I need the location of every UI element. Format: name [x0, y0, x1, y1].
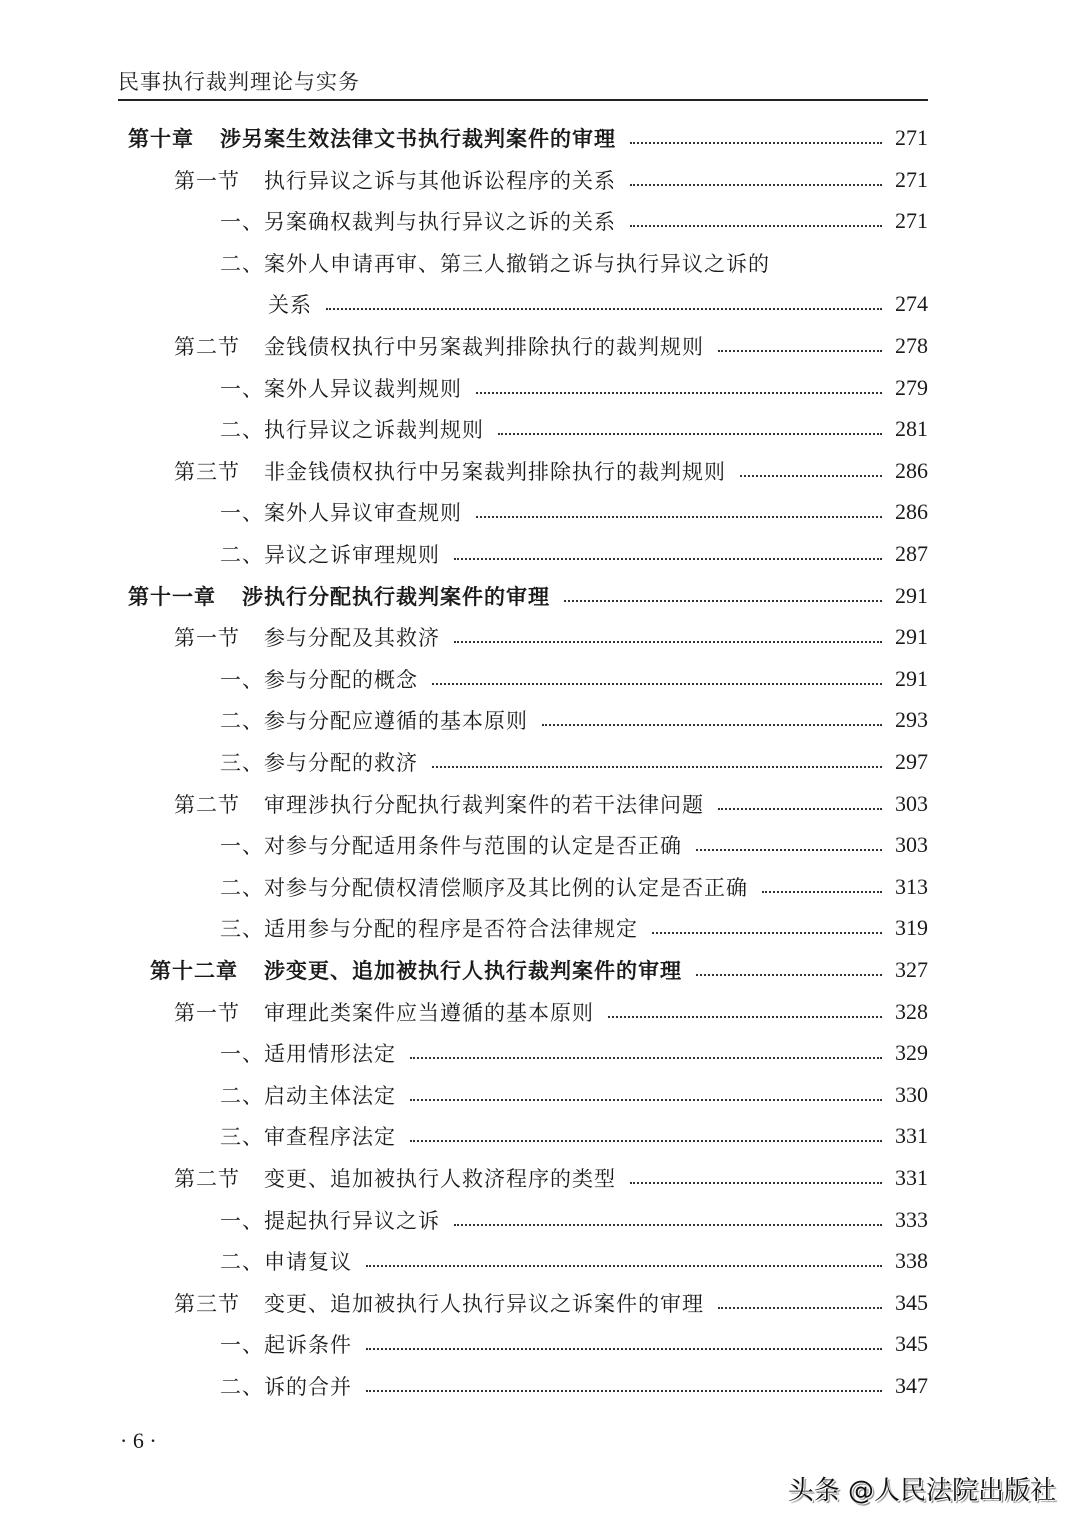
toc-entry-title: 二、诉的合并	[220, 1375, 352, 1399]
toc-entry-title: 关系	[268, 293, 312, 318]
toc-entry-page: 338	[895, 1248, 928, 1274]
dot-leader	[718, 1307, 882, 1309]
dot-leader	[498, 433, 882, 435]
dot-leader	[432, 683, 882, 685]
toc-entry-title: 三、适用参与分配的程序是否符合法律规定	[220, 917, 638, 942]
dot-leader	[542, 724, 882, 726]
toc-entry-item[interactable]	[220, 534, 928, 574]
toc-entry-item[interactable]	[220, 243, 820, 283]
toc-entry-title: 二、申请复议	[220, 1250, 352, 1275]
toc-entry-page: 279	[895, 374, 928, 400]
toc-entry-number: 第二节	[174, 335, 240, 359]
toc-entry-number: 第三节	[174, 459, 240, 484]
toc-entry-item[interactable]	[220, 1116, 928, 1156]
toc-entry-label	[220, 414, 498, 444]
toc-entry-label	[150, 955, 696, 985]
toc-entry-label	[220, 373, 476, 403]
toc-entry-item[interactable]	[220, 368, 928, 408]
toc-entry-title: 二、执行异议之诉裁判规则	[220, 418, 484, 443]
toc-entry-page: 303	[895, 790, 928, 816]
toc-entry-page: 291	[895, 624, 928, 650]
toc-entry-label	[174, 1288, 718, 1318]
toc-entry-title: 一、起诉条件	[220, 1333, 352, 1358]
toc-entry-label	[220, 206, 630, 236]
toc-entry-item[interactable]	[220, 867, 928, 907]
toc-entry-title: 一、另案确权裁判与执行异议之诉的关系	[220, 210, 616, 235]
toc-entry-label	[220, 747, 432, 777]
toc-entry-page: 271	[895, 208, 928, 234]
toc-entry-page: 271	[895, 166, 928, 192]
dot-leader	[630, 142, 882, 144]
toc-entry-label	[174, 1163, 630, 1193]
dot-leader	[454, 1224, 882, 1226]
toc-entry-title: 金钱债权执行中另案裁判排除执行的裁判规则	[264, 335, 704, 359]
toc-entry-item[interactable]	[220, 201, 928, 241]
toc-entry-chapter[interactable]	[150, 950, 928, 990]
toc-entry-page: 303	[895, 832, 928, 858]
toc-entry-page: 274	[895, 291, 928, 317]
toc-entry-label	[220, 1246, 366, 1276]
toc-entry-page: 345	[895, 1289, 928, 1315]
toc-entry-title: 二、参与分配应遵循的基本原则	[220, 709, 528, 734]
toc-entry-number: 第十章	[128, 127, 194, 151]
page-number: · 6 ·	[120, 1428, 157, 1453]
toc-entry-number: 第十一章	[128, 584, 216, 609]
dot-leader	[696, 974, 882, 976]
dot-leader	[718, 350, 882, 352]
toc-entry-page: 286	[895, 457, 928, 483]
toc-entry-title: 审理涉执行分配执行裁判案件的若干法律问题	[264, 792, 704, 817]
toc-entry-chapter[interactable]	[128, 576, 928, 616]
toc-entry-item[interactable]	[220, 1033, 928, 1073]
dot-leader	[410, 1099, 882, 1101]
dot-leader	[630, 1182, 882, 1184]
dot-leader	[564, 600, 882, 602]
toc-entry-page: 329	[895, 1040, 928, 1066]
toc-entry-page: 330	[895, 1081, 928, 1107]
dot-leader	[476, 516, 882, 518]
toc-entry-item[interactable]	[220, 1241, 928, 1281]
toc-entry-item[interactable]	[220, 908, 928, 948]
toc-entry-section[interactable]	[174, 160, 928, 200]
dot-leader	[410, 1057, 882, 1059]
toc-entry-title: 二、异议之诉审理规则	[220, 543, 440, 567]
toc-entry-section[interactable]	[174, 617, 928, 657]
toc-entry-label	[174, 456, 740, 486]
toc-entry-label	[174, 997, 608, 1027]
dot-leader	[696, 849, 882, 851]
toc-entry-chapter[interactable]	[128, 118, 928, 158]
dot-leader	[366, 1348, 882, 1350]
toc-entry-number: 第十二章	[150, 959, 238, 983]
dot-leader	[410, 1140, 882, 1142]
dot-leader	[762, 891, 882, 893]
dot-leader	[652, 932, 882, 934]
toc-entry-label	[220, 1080, 410, 1110]
dot-leader	[366, 1390, 882, 1392]
toc-entry-label	[174, 331, 718, 361]
toc-entry-title: 一、案外人异议裁判规则	[220, 376, 462, 401]
toc-entry-label	[174, 165, 630, 195]
toc-entry-title: 二、对参与分配债权清偿顺序及其比例的认定是否正确	[220, 875, 748, 900]
toc-entry-page: 333	[895, 1206, 928, 1232]
toc-entry-section[interactable]	[174, 326, 928, 366]
toc-entry-label	[220, 248, 784, 278]
toc-entry-label	[174, 622, 454, 652]
toc-entry-item[interactable]	[220, 492, 928, 532]
dot-leader	[366, 1265, 882, 1267]
toc-entry-label	[220, 1371, 366, 1401]
toc-entry-label	[220, 1121, 410, 1151]
toc-entry-page: 345	[895, 1331, 928, 1357]
toc-entry-section[interactable]	[174, 1283, 928, 1323]
toc-entry-title: 非金钱债权执行中另案裁判排除执行的裁判规则	[264, 459, 726, 484]
toc-entry-title: 执行异议之诉与其他诉讼程序的关系	[264, 168, 616, 193]
toc-entry-title: 二、启动主体法定	[220, 1083, 396, 1108]
toc-entry-title: 变更、追加被执行人执行异议之诉案件的审理	[264, 1291, 704, 1316]
toc-entry-title: 涉执行分配执行裁判案件的审理	[242, 584, 550, 609]
toc-entry-number: 第一节	[174, 1000, 240, 1025]
toc-entry-number: 第二节	[174, 792, 240, 817]
toc-entry-label	[220, 1038, 410, 1068]
toc-entry-item[interactable]	[220, 1324, 928, 1364]
dot-leader	[608, 1016, 882, 1018]
toc-entry-title: 一、参与分配的概念	[220, 667, 418, 692]
toc-entry-label	[220, 705, 542, 735]
toc-entry-page: 327	[895, 957, 928, 982]
toc-entry-page: 331	[895, 1165, 928, 1190]
dot-leader	[630, 184, 882, 186]
toc-entry-item[interactable]	[220, 1366, 928, 1406]
toc-entry-label	[220, 830, 696, 860]
toc-entry-title: 变更、追加被执行人救济程序的类型	[264, 1167, 616, 1191]
toc-entry-title: 一、适用情形法定	[220, 1042, 396, 1067]
header-rule	[118, 99, 928, 101]
dot-leader	[454, 641, 882, 643]
toc-entry-section[interactable]	[174, 992, 928, 1032]
toc-entry-page: 271	[895, 125, 928, 150]
toc-entry-item[interactable]	[220, 700, 928, 740]
toc-entry-title: 一、提起执行异议之诉	[220, 1208, 440, 1233]
toc-entry-number: 第一节	[174, 168, 240, 193]
toc-entry-label	[220, 497, 476, 527]
dot-leader	[432, 766, 882, 768]
toc-entry-title: 二、案外人申请再审、第三人撤销之诉与执行异议之诉的	[220, 251, 770, 276]
toc-entry-number: 第三节	[174, 1291, 240, 1316]
toc-entry-label	[220, 872, 762, 902]
toc-entry-number: 第一节	[174, 626, 240, 651]
toc-entry-page: 328	[895, 998, 928, 1024]
toc-entry-title: 一、对参与分配适用条件与范围的认定是否正确	[220, 834, 682, 859]
toc-entry-label	[220, 1329, 366, 1359]
toc-entry-page: 297	[895, 749, 928, 774]
toc-entry-item[interactable]	[220, 825, 928, 865]
toc-entry-title: 涉另案生效法律文书执行裁判案件的审理	[220, 127, 616, 151]
toc-entry-title: 涉变更、追加被执行人执行裁判案件的审理	[264, 959, 682, 983]
toc-entry-section[interactable]	[174, 784, 928, 824]
dot-leader	[476, 392, 882, 394]
toc-entry-title: 三、参与分配的救济	[220, 751, 418, 775]
toc-entry-page: 278	[895, 333, 928, 358]
toc-entry-label	[220, 664, 432, 694]
toc-entry-label	[128, 581, 564, 611]
dot-leader	[718, 808, 882, 810]
toc-entry-item[interactable]	[220, 742, 928, 782]
toc-entry-item[interactable]	[220, 1200, 928, 1240]
toc-entry-label	[220, 1205, 454, 1235]
toc-entry-number: 第二节	[174, 1167, 240, 1191]
toc-entry-page: 293	[895, 707, 928, 733]
toc-entry-page: 291	[895, 665, 928, 691]
dot-leader	[740, 475, 882, 477]
toc-entry-item[interactable]	[220, 1075, 928, 1115]
toc-entry-label	[174, 789, 718, 819]
toc-entry-label	[268, 289, 326, 319]
dot-leader	[454, 558, 882, 560]
toc-entry-page: 286	[895, 499, 928, 525]
toc-entry-title: 参与分配及其救济	[264, 626, 440, 651]
toc-entry-page: 319	[895, 915, 928, 941]
toc-entry-page: 281	[895, 416, 928, 442]
toc-entry-title: 一、案外人异议审查规则	[220, 501, 462, 526]
toc-entry-title: 审理此类案件应当遵循的基本原则	[264, 1000, 594, 1025]
toc-entry-page: 287	[895, 541, 928, 566]
toc-entry-label	[220, 913, 652, 943]
toc-entry-item[interactable]	[220, 659, 928, 699]
toc-entry-label	[128, 123, 630, 153]
toc-entry-page: 291	[895, 582, 928, 608]
toc-entry-label	[220, 539, 454, 569]
toc-entry-page: 313	[895, 873, 928, 899]
toc-entry-section[interactable]	[174, 451, 928, 491]
toc-entry-section[interactable]	[174, 1158, 928, 1198]
dot-leader	[630, 225, 882, 227]
publisher-watermark: 头条 @人民法院出版社	[787, 1476, 1056, 1506]
toc-entry-page: 331	[895, 1123, 928, 1149]
toc-entry-cont[interactable]	[268, 284, 928, 324]
running-head-title: 民事执行裁判理论与实务	[118, 70, 360, 94]
toc-entry-page: 347	[895, 1373, 928, 1398]
toc-entry-title: 三、审查程序法定	[220, 1125, 396, 1150]
toc-entry-item[interactable]	[220, 409, 928, 449]
dot-leader	[326, 308, 882, 310]
